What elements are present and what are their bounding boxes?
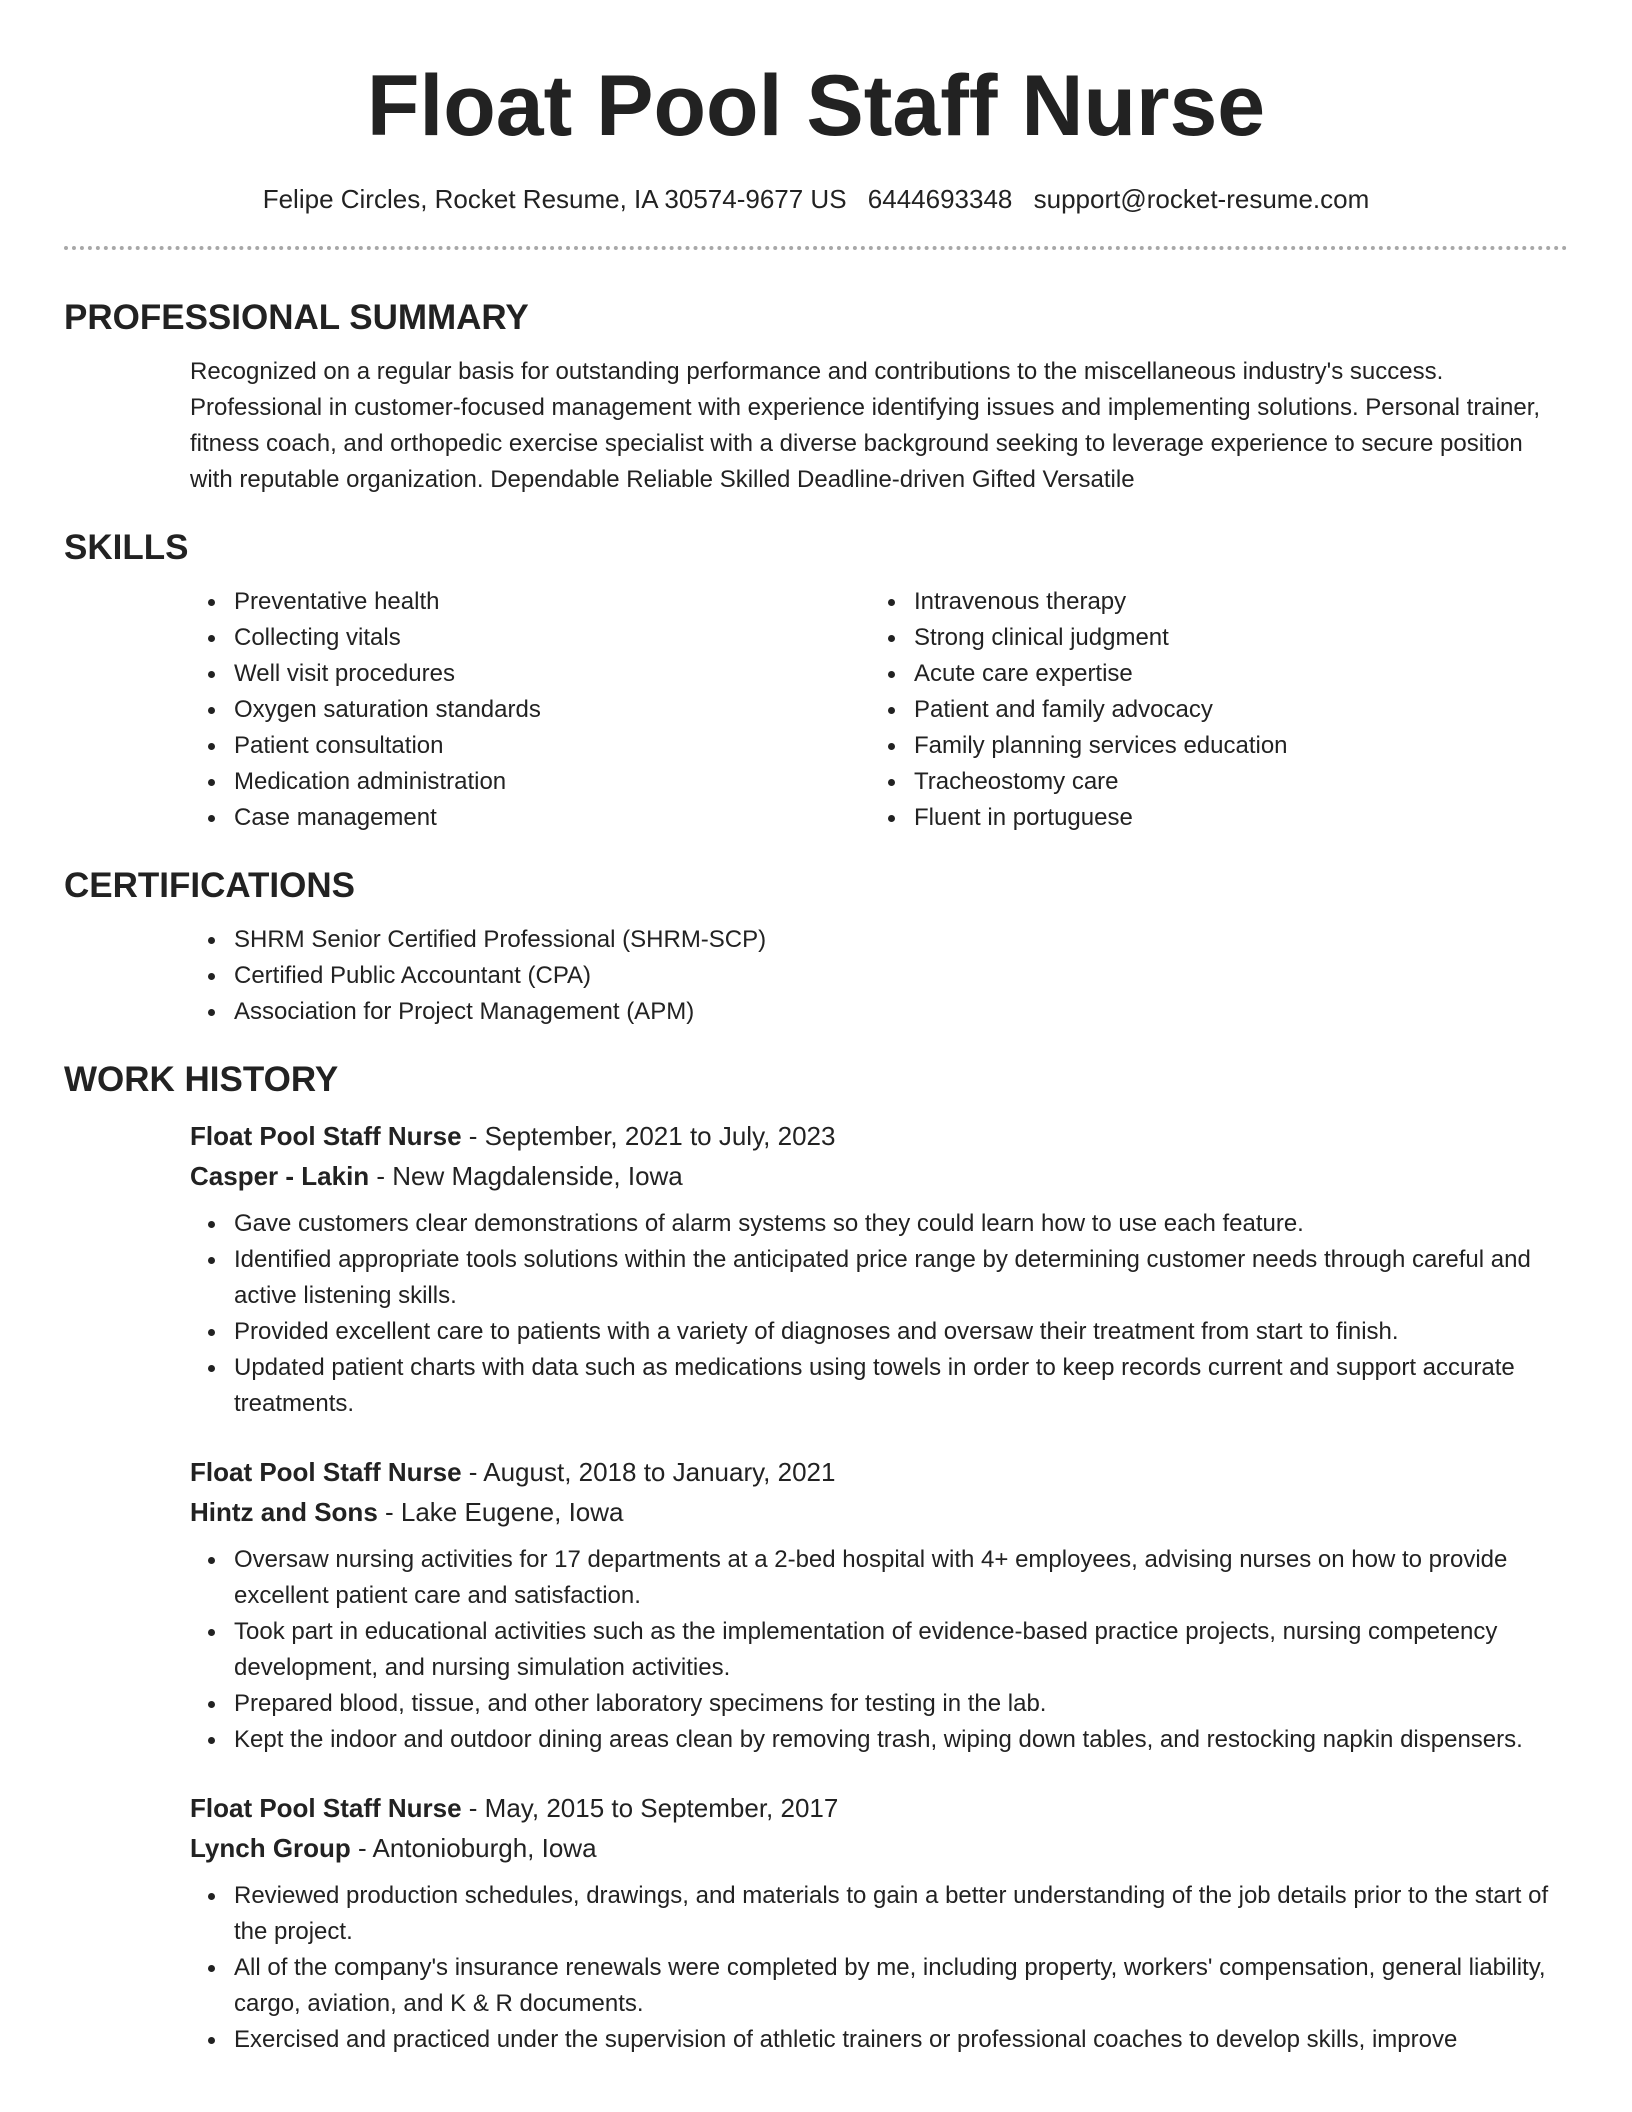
job-role: Float Pool Staff Nurse [190, 1793, 462, 1823]
job-bullet: Took part in educational activities such as the implementation of evidence-based practice projects, nursing competency development, and nursing simulation activities. [234, 1614, 1568, 1686]
certification-item: Certified Public Accountant (CPA) [234, 958, 1568, 994]
job-title-line [190, 1452, 1568, 1492]
job-location: - Antonioburgh, Iowa [350, 1833, 597, 1863]
job-bullets [190, 1542, 1568, 1758]
job-bullet: Exercised and practiced under the supervision of athletic trainers or professional coaches to develop skills, improve [234, 2022, 1568, 2058]
job-company-line [190, 1492, 1568, 1532]
certifications-heading: CERTIFICATIONS [64, 866, 356, 905]
job-title-line [190, 1116, 1568, 1156]
skill-item: Preventative health [234, 584, 870, 620]
certification-item: Association for Project Management (APM) [234, 994, 1568, 1030]
summary-heading: PROFESSIONAL SUMMARY [64, 298, 529, 337]
contact-line [64, 182, 1568, 216]
job-dates: - May, 2015 to September, 2017 [461, 1793, 839, 1823]
job-entry [190, 1452, 1568, 1758]
job-bullets [190, 1206, 1568, 1422]
job-bullet: Updated patient charts with data such as medications using towels in order to keep records current and support accurate treatments. [234, 1350, 1568, 1422]
job-bullets [190, 1878, 1568, 2058]
skills-column-left [190, 584, 870, 836]
job-dates: - September, 2021 to July, 2023 [461, 1121, 836, 1151]
work-history-heading: WORK HISTORY [64, 1060, 339, 1099]
contact-email: support@rocket-resume.com [1033, 184, 1370, 214]
job-company: Lynch Group [190, 1833, 351, 1863]
skill-item: Strong clinical judgment [914, 620, 1550, 656]
job-company: Hintz and Sons [190, 1497, 378, 1527]
job-entry [190, 1788, 1568, 2058]
skill-item: Oxygen saturation standards [234, 692, 870, 728]
skills-column-right [870, 584, 1550, 836]
skill-item: Acute care expertise [914, 656, 1550, 692]
certifications-list [190, 922, 1568, 1030]
resume-page [64, 0, 1568, 2058]
job-bullet: Reviewed production schedules, drawings, and materials to gain a better understanding of the job details prior to the start of the project. [234, 1878, 1568, 1950]
skills-list [190, 584, 1568, 836]
job-bullet: Kept the indoor and outdoor dining areas clean by removing trash, wiping down tables, and restocking napkin dispensers. [234, 1722, 1568, 1758]
job-title-line [190, 1788, 1568, 1828]
job-bullet: All of the company's insurance renewals were completed by me, including property, workers' compensation, general liability, cargo, aviation, and K & R documents. [234, 1950, 1568, 2022]
job-company: Casper - Lakin [190, 1161, 370, 1191]
job-bullet: Prepared blood, tissue, and other laboratory specimens for testing in the lab. [234, 1686, 1568, 1722]
job-bullet: Identified appropriate tools solutions within the anticipated price range by determining customer needs through careful and active listening skills. [234, 1242, 1568, 1314]
page-title: Float Pool Staff Nurse [366, 58, 1266, 154]
job-company-line [190, 1156, 1568, 1196]
skill-item: Intravenous therapy [914, 584, 1550, 620]
job-entry [190, 1116, 1568, 1422]
job-role: Float Pool Staff Nurse [190, 1457, 462, 1487]
skills-heading: SKILLS [64, 528, 189, 567]
job-bullet: Provided excellent care to patients with a variety of diagnoses and oversaw their treatment from start to finish. [234, 1314, 1568, 1350]
skill-item: Case management [234, 800, 870, 836]
skill-item: Patient and family advocacy [914, 692, 1550, 728]
job-role: Float Pool Staff Nurse [190, 1121, 462, 1151]
skill-item: Family planning services education [914, 728, 1550, 764]
job-bullet: Gave customers clear demonstrations of alarm systems so they could learn how to use each feature. [234, 1206, 1568, 1242]
skill-item: Well visit procedures [234, 656, 870, 692]
job-location: - Lake Eugene, Iowa [377, 1497, 624, 1527]
job-bullet: Oversaw nursing activities for 17 departments at a 2-bed hospital with 4+ employees, advising nurses on how to provide excellent patient care and satisfaction. [234, 1542, 1568, 1614]
skill-item: Fluent in portuguese [914, 800, 1550, 836]
contact-phone: 6444693348 [867, 184, 1013, 214]
job-company-line [190, 1828, 1568, 1868]
skill-item: Patient consultation [234, 728, 870, 764]
skill-item: Tracheostomy care [914, 764, 1550, 800]
job-dates: - August, 2018 to January, 2021 [461, 1457, 836, 1487]
summary-text: Recognized on a regular basis for outstanding performance and contributions to the miscellaneous industry's success. Professional in customer-focused management with experience identifying issues and implementing solutions. Personal trainer, fitness coach, and orthopedic exercise specialist with a diverse background seeking to leverage experience to secure position with reputable organization. Dependable Reliable Skilled Deadline-driven Gifted Versatile [190, 358, 1541, 493]
skill-item: Medication administration [234, 764, 870, 800]
skill-item: Collecting vitals [234, 620, 870, 656]
job-location: - New Magdalenside, Iowa [369, 1161, 683, 1191]
header-divider [64, 246, 1568, 250]
certification-item: SHRM Senior Certified Professional (SHRM-SCP) [234, 922, 1568, 958]
contact-address: Felipe Circles, Rocket Resume, IA 30574-9677 US [262, 184, 847, 214]
